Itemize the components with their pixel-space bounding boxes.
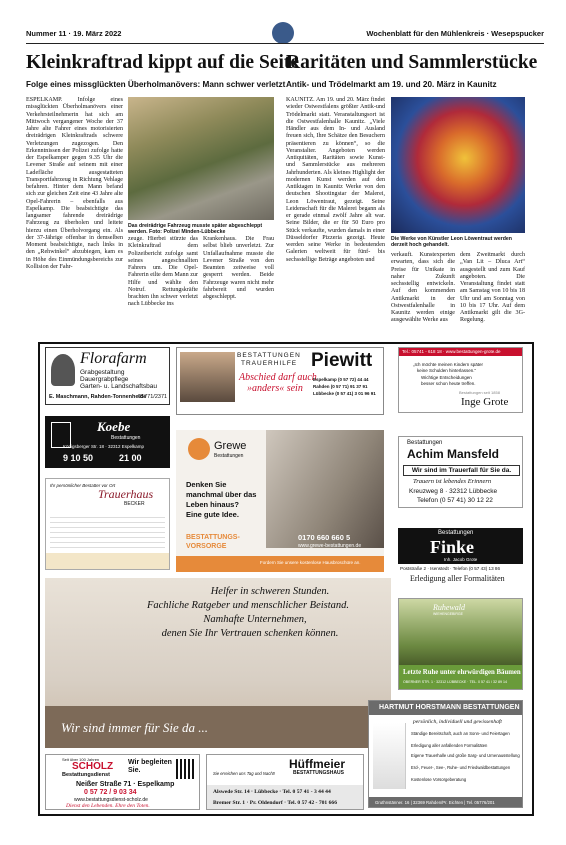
ad-grote[interactable] xyxy=(398,347,523,413)
grewe-sub: Bestattungen xyxy=(214,453,244,459)
article1-col1: ESPELKAMP. Infolge eines missglückten Überholmanövers einer Verkehrsteilnehmerin hat sich am Mittwoch vergangener Woche der 37 Jahre alte Fahrer eines motorisierten dreirädrigen Kleinkraftrads schwere Verletzungen zugezogen. Den Erkenntnissen der Polizei zufolge hatte der Espelkamper gegen 9.35 Uhr die Levener Straße auf seinem mit einer Ladefläche ausgestatteten Transportfahrzeug in Richtung Vehlage befahren. Hinter dem Mann befand sich zur gleichen Zeit eine 43 Jahre alte Opel-Fahrerin – ebenfalls aus Espelkamp. Die beabsichtigte das langsamer fahrende dreirädrige Fahrzeug zu überholen und leitete hierzu einen Überholvorgang ein. Als der 37-Jährige offenbar in demselben Moment beabsichtigte, nach links in den „Rehwinkel“ abzubiegen, kam es in Höhe des Einmündungsbereichs zur Kollision der Fahr- xyxy=(26,97,123,270)
center-script: Wir sind immer für Sie da ... xyxy=(61,720,208,735)
mansfeld-addr: Kreuzweg 8 · 32312 Lübbecke xyxy=(409,488,498,495)
grewe-foot: Fordern Sie unsere kostenlose Hausbroschüre an. xyxy=(260,560,361,565)
piewitt-slogan2: »anders« sein xyxy=(247,383,303,394)
scholz-sub: Bestattungsdienst xyxy=(62,772,110,778)
ruhewald-sub: WIEHENGEBIRGE xyxy=(433,612,463,616)
grote-since: Bestattungen seit 1858 xyxy=(459,390,500,395)
grote-quote2: keine Schulden hinterlassen.“ xyxy=(417,368,477,373)
issue-info: Nummer 11 · 19. März 2022 xyxy=(26,29,122,38)
scholz-qr-icon xyxy=(176,759,196,779)
center-line3: Namhafte Unternehmen, xyxy=(203,614,307,625)
center-line1: Helfer in schweren Stunden. xyxy=(210,586,330,597)
horstmann-b5: Kostenlose Vorsorgeberatung xyxy=(411,777,467,782)
piewitt-slogan1: Abschied darf auch xyxy=(239,372,317,383)
scholz-top: Seit über 100 Jahren xyxy=(62,757,100,762)
scholz-addr: Neißer Straße 71 · Espelkamp xyxy=(76,781,175,788)
grote-quote1: „Ich möchte meinen Kindern später xyxy=(413,362,484,367)
scholz-url: www.bestattungsdienst-scholz.de xyxy=(74,797,148,803)
finke-owner: Inh. Jacob Grote xyxy=(444,557,478,562)
grewe-q2: manchmal über das xyxy=(186,490,257,499)
grewe-name: Grewe xyxy=(214,440,247,452)
horstmann-name: HARTMUT HORSTMANN BESTATTUNGEN xyxy=(379,704,520,711)
grewe-badge1: BESTATTUNGS- xyxy=(186,534,240,541)
paper-logo-icon xyxy=(272,22,294,44)
article2-title: Raritäten und Sammlerstücke xyxy=(286,52,538,73)
koebe-addr: Königsberger Str. 18 · 32312 Espelkamp xyxy=(63,444,145,449)
horstmann-addr: Gruthnstänner. 16 | 32369 Rahden/Pr. Eichten | Tel. 05776/201 xyxy=(375,800,495,805)
hueffmeier-addr2: Bremer Str. 1 · Pr. Oldendorf · Tel. 0 57 42 - 701 666 xyxy=(213,800,337,806)
grewe-q4: Eine gute Idee. xyxy=(186,510,239,519)
article1-caption: Das dreirädrige Fahrzeug musste später abgeschleppt werden. Foto: Polizei Minden-Lübbecke xyxy=(128,223,263,236)
hueffmeier-sub: BESTATTUNGSHAUS xyxy=(293,770,344,776)
ad-mansfeld[interactable] xyxy=(398,436,523,508)
ad-scholz[interactable] xyxy=(45,754,200,810)
ruhewald-addr: OBERNER STR. 1 · 32312 LÜBBECKE · TEL. 0 57 41 / 32 89 14 xyxy=(403,680,508,684)
florafarm-line3: Garten- u. Landschaftsbau xyxy=(80,383,157,390)
grote-quote3: Wichtige Entscheidungen xyxy=(421,375,472,380)
article2-subtitle: Antik- und Trödelmarkt am 19. und 20. März in Kaunitz xyxy=(286,80,497,89)
grewe-badge2: VORSORGE xyxy=(186,543,227,550)
florafarm-line2: Dauergrabpflege xyxy=(80,376,129,383)
piewitt-name: Piewitt xyxy=(311,350,373,371)
ad-grewe[interactable] xyxy=(176,430,384,572)
trauerhaus-sub: BECKER xyxy=(124,501,145,507)
scholz-name: SCHOLZ xyxy=(72,761,114,772)
trauerhaus-top: Ihr persönlicher Bestatter vor Ort xyxy=(50,483,116,488)
grote-tel: Tel.: 05741 - 618 18 · www.bestattungen-grote.de xyxy=(402,349,501,354)
grewe-url: www.grewe-bestattungen.de xyxy=(298,543,362,549)
grote-name: Inge Grote xyxy=(461,396,509,408)
trauerhaus-service-list xyxy=(50,513,165,551)
scholz-tel: 0 57 72 / 9 03 34 xyxy=(84,789,137,796)
article2-caption: Die Werke von Künstler Leon Löwentraut werden derzeit hoch gehandelt. xyxy=(391,236,512,249)
finke-head: Bestattungen xyxy=(438,530,474,536)
header-rule xyxy=(26,43,544,44)
florafarm-leaf-icon xyxy=(51,354,75,386)
florafarm-name: Florafarm xyxy=(80,350,147,367)
piewitt-tel1: Espelkamp (0 57 72) 44 44 xyxy=(313,377,369,382)
ruhewald-name: Ruhewald xyxy=(433,603,465,612)
piewitt-photo xyxy=(180,352,235,402)
mansfeld-sub: Trauern ist lebendes Erinnern xyxy=(413,478,492,485)
koebe-name: Koebe xyxy=(97,419,131,434)
ruhewald-claim: Letzte Ruhe unter ehrwürdigen Bäumen xyxy=(403,669,521,676)
horstmann-tag: persönlich, individuell und gewissenhaft xyxy=(413,719,502,725)
hueffmeier-addr1: Alswede Str. 14 · Lübbecke · Tel. 0 57 41 - 3 44 44 xyxy=(213,789,331,795)
horstmann-b2: Erledigung aller anfallenden Formalitäten xyxy=(411,743,488,748)
grewe-photo xyxy=(266,430,384,548)
article2-painting xyxy=(391,97,525,233)
horstmann-b4: Erd-, Feuer-, See-, Ruhe- und Friedwaldbestattungen xyxy=(411,765,511,770)
horstmann-b1: Ständige Bereitschaft, auch an Sonn- und Feiertagen xyxy=(411,731,510,736)
grewe-leaf-icon xyxy=(188,438,210,460)
florafarm-tel: 05771/2371 xyxy=(138,394,168,400)
article1-photo xyxy=(128,97,274,220)
article1-col2: zeuge. Hierbei stürzte das Kleinkraftrad dem Polizeibericht zufolge samt seines angeschnallten Fahrers um. Die Opel-Fahrerin eilte dem Mann zur Hilfe und wählte den Notruf. Rettungskräfte brachten ihn schwer verletzt nach Lübbecke ins xyxy=(128,236,198,308)
piewitt-sub: TRAUERHILFE xyxy=(241,360,298,367)
ad-center-banner xyxy=(45,578,391,748)
article1-title: Kleinkraftrad kippt auf die Seite xyxy=(26,52,300,73)
grewe-q1: Denken Sie xyxy=(186,480,227,489)
finke-name: Finke xyxy=(430,537,475,557)
center-line2: Fachliche Ratgeber und menschlicher Beistand. xyxy=(146,600,350,611)
mansfeld-tel: Telefon (0 57 41) 30 12 22 xyxy=(417,497,493,504)
ad-florafarm[interactable] xyxy=(45,347,170,405)
grote-quote4: besser schon heute treffen. xyxy=(421,381,476,386)
florafarm-owner: E. Maschmann, Rahden-Tonnenheide xyxy=(49,394,147,400)
trauerhaus-footer xyxy=(46,553,170,570)
ad-piewitt[interactable] xyxy=(176,347,384,415)
trauerhaus-name: Trauerhaus xyxy=(98,487,154,501)
hueffmeier-name: Hüffmeier xyxy=(289,757,346,771)
scholz-claim: Wir begleiten Sie. xyxy=(128,759,172,774)
article1-col3: Krankenhaus. Die Frau selbst blieb unverletzt. Zur Unfallaufnahme musste die Levener Straße von den Beamten zeitweise voll gesperrt werden. Beide Fahrzeuge waren nicht mehr fahrbereit und wurden abgeschleppt. xyxy=(203,236,274,300)
scholz-foot: Dienst den Lebenden. Ehre den Toten. xyxy=(66,803,150,809)
piewitt-tel2: Rahden (0 57 71) 91 37 91 xyxy=(313,384,368,389)
ad-hueffmeier[interactable] xyxy=(206,754,364,810)
ad-trauerhaus[interactable] xyxy=(45,478,170,570)
ad-horstmann[interactable] xyxy=(368,700,523,808)
grewe-tel: 0170 660 660 5 xyxy=(298,533,351,542)
florafarm-line1: Grabgestaltung xyxy=(80,369,125,376)
horstmann-b3: Eigene Trauerhalle und große Sarg- und Urnenausstellung xyxy=(411,753,520,758)
piewitt-head: BESTATTUNGEN xyxy=(237,352,301,359)
ad-koebe[interactable] xyxy=(45,416,170,468)
article2-col3: dem Zweitmarkt durch „Van Lit – Dluca Art“ ausgestellt und zum Kauf angeboten. Die Veranstaltung findet statt am Samstag von 10 bis 18 Uhr und am Sonntag von 10 bis 17 Uhr. Auf dem Antikmarkt gilt die 3G-Regelung. xyxy=(460,252,525,324)
koebe-tel1: 9 10 50 xyxy=(63,453,94,463)
paper-name: Wochenblatt für den Mühlenkreis · Wesерspucker xyxy=(366,29,544,38)
ad-ruhewald[interactable] xyxy=(398,598,523,690)
koebe-sub: Bestattungen xyxy=(111,435,141,441)
horstmann-calla-photo xyxy=(373,723,406,789)
article2-col2: verkauft. Kunstexperten erwarten, dass sich die Preise für Unikate in naher Zukunft sechsstellig entwickeln. Auf den kommenden Antikmarkt in der Ostwestfalenhalle in Kaunitz werden einige ausgewählte Werke aus xyxy=(391,252,455,324)
article2-col1: KAUNITZ. Am 19. und 20. März findet wieder Ostwestfalens größter Antik-und Trödelmarkt statt. Veranstaltungsort ist die Ostwestfalenhalle Kaunitz. „Viele Händler aus dem In- und Ausland freuen sich, Ihre Schätze den Besuchern präsentieren zu können“, so die Veranstalter. Angeboten werden Antiquitäten, Raritäten sowie Kunst- und Sammlerstücke aus mehreren Jahrhunderten. Als kleines Highlight der modernen Kunst werden auf den Antiktagen in Kaunitz Werke von den deutschen Shootingstar der Malerei, Leon Löwentraut, gezeigt. Seine Leidenschaft für die Malerei begann als er gerade einmal zwölf Jahre alt war. Seine Bilder, die er für 50 Euro pro Stück verkaufte, wurden damals in einer Düsseldorfer Pizzeria gezeigt. Heute werden seine Werke in bedeutenden Galerien weltweit für fünf- bis sechsstellige Beträge angeboten und xyxy=(286,97,385,263)
koebe-tel2: 21 00 xyxy=(119,453,142,463)
piewitt-tel3: Lübbecke (0 57 41) 3 01 96 91 xyxy=(313,391,376,396)
finke-claim: Erledigung aller Formalitäten xyxy=(410,574,505,583)
article1-subtitle: Folge eines missglückten Überholmanövers: Mann schwer verletzt xyxy=(26,80,286,89)
center-line4: denen Sie Ihr Vertrauen schenken können. xyxy=(161,628,339,639)
mansfeld-claim: Wir sind im Trauerfall für Sie da. xyxy=(403,465,520,476)
grewe-q3: Leben hinaus? xyxy=(186,500,239,509)
hueffmeier-top: Sie erreichen uns Tag und Nacht! xyxy=(213,771,275,776)
mansfeld-name: Achim Mansfeld xyxy=(407,447,500,461)
mansfeld-head: Bestattungen xyxy=(407,440,443,446)
ad-finke[interactable] xyxy=(398,528,523,586)
finke-addr: Poststraße 2 · Isenstedt · Telefon (0 57 43) 13 86 xyxy=(400,566,501,571)
